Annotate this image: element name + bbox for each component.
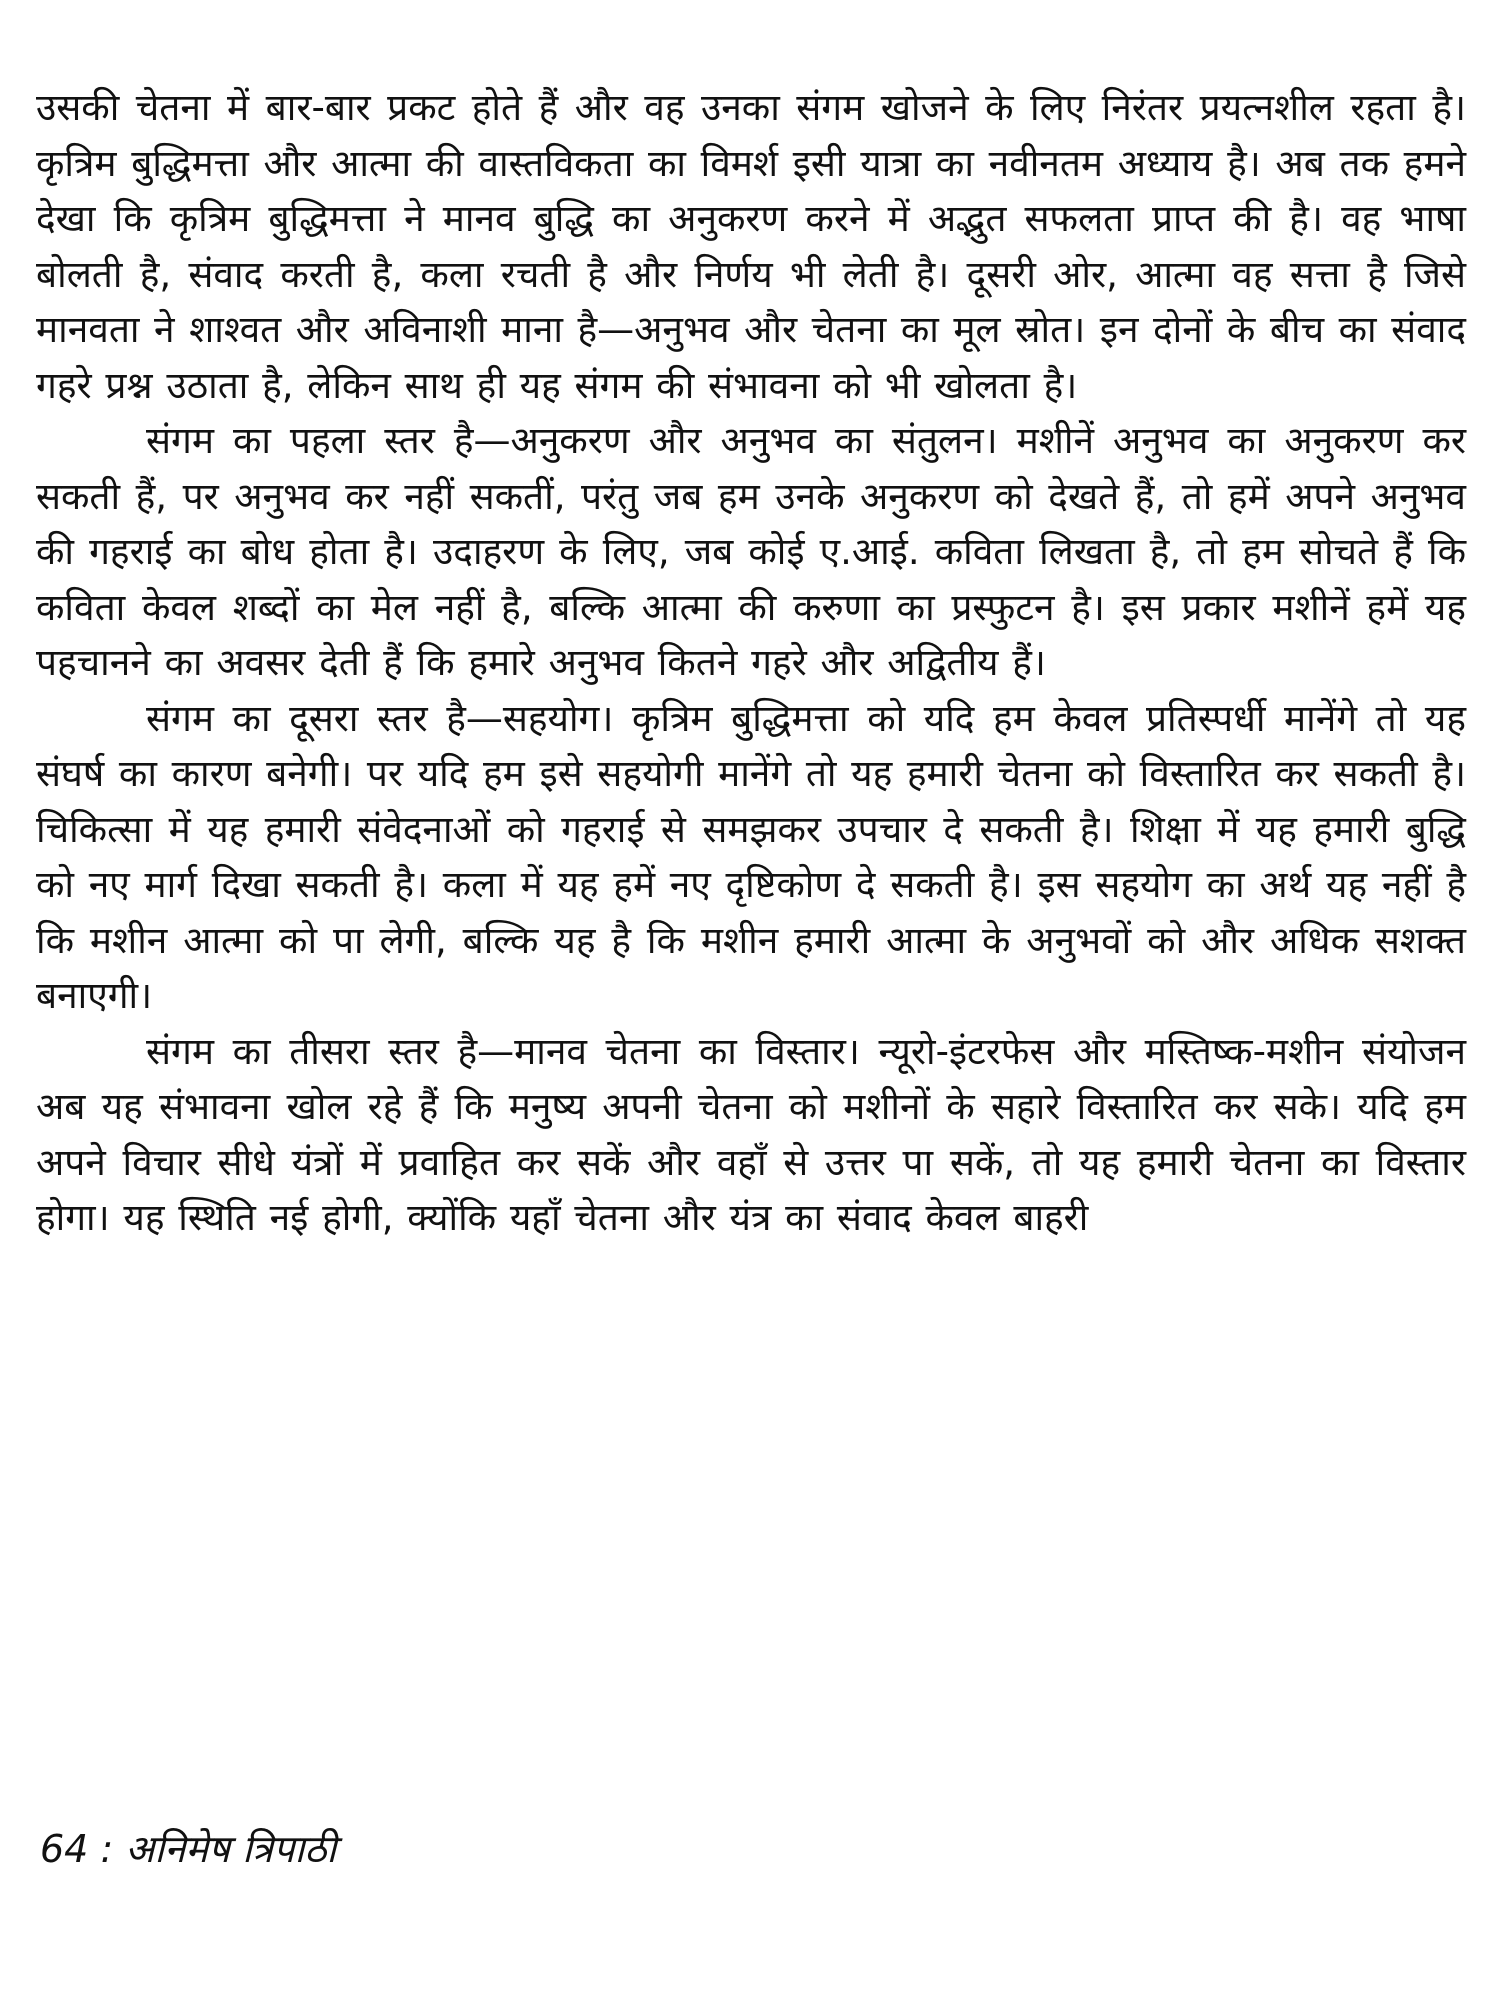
paragraph-3: संगम का दूसरा स्तर है—सहयोग। कृत्रिम बुद्धिमत्ता को यदि हम केवल प्रतिस्पर्धी मानेंगे तो यह संघर्ष का कारण बनेगी। पर यदि हम इसे सहयोगी मानेंगे तो यह हमारी चेतना को विस्तारित कर सकती है। चिकित्सा में यह हमारी संवेदनाओं को गहराई से समझकर उपचार दे सकती है। शिक्षा में यह हमारी बुद्धि को नए मार्ग दिखा सकती है। कला में यह हमें नए दृष्टिकोण दे सकती है। इस सहयोग का अर्थ यह नहीं है कि मशीन आत्मा को पा लेगी, बल्कि यह है कि मशीन हमारी आत्मा के अनुभवों को और अधिक सशक्त बनाएगी। xyxy=(36,696,1466,1017)
page-body xyxy=(36,80,1466,1246)
paragraph-2: संगम का पहला स्तर है—अनुकरण और अनुभव का संतुलन। मशीनें अनुभव का अनुकरण कर सकती हैं, पर अनुभव कर नहीं सकतीं, परंतु जब हम उनके अनुकरण को देखते हैं, तो हमें अपने अनुभव की गहराई का बोध होता है। उदाहरण के लिए, जब कोई ए.आई. कविता लिखता है, तो हम सोचते हैं कि कविता केवल शब्दों का मेल नहीं है, बल्कि आत्मा की करुणा का प्रस्फुटन है। इस प्रकार मशीनें हमें यह पहचानने का अवसर देती हैं कि हमारे अनुभव कितने गहरे और अद्वितीय हैं। xyxy=(36,419,1466,684)
page-footer xyxy=(40,1822,336,1874)
paragraph-1: उसकी चेतना में बार-बार प्रकट होते हैं और वह उनका संगम खोजने के लिए निरंतर प्रयत्नशील रहता है। कृत्रिम बुद्धिमत्ता और आत्मा की वास्तविकता का विमर्श इसी यात्रा का नवीनतम अध्याय है। अब तक हमने देखा कि कृत्रिम बुद्धिमत्ता ने मानव बुद्धि का अनुकरण करने में अद्भुत सफलता प्राप्त की है। वह भाषा बोलती है, संवाद करती है, कला रचती है और निर्णय भी लेती है। दूसरी ओर, आत्मा वह सत्ता है जिसे मानवता ने शाश्वत और अविनाशी माना है—अनुभव और चेतना का मूल स्रोत। इन दोनों के बीच का संवाद गहरे प्रश्न उठाता है, लेकिन साथ ही यह संगम की संभावना को भी खोलता है। xyxy=(36,86,1466,407)
footer-separator: : xyxy=(100,1827,114,1871)
author-name: अनिमेष त्रिपाठी xyxy=(125,1827,337,1871)
page-number: 64 xyxy=(40,1827,89,1871)
paragraph-4: संगम का तीसरा स्तर है—मानव चेतना का विस्तार। न्यूरो-इंटरफेस और मस्तिष्क-मशीन संयोजन अब यह संभावना खोल रहे हैं कि मनुष्य अपनी चेतना को मशीनों के सहारे विस्तारित कर सके। यदि हम अपने विचार सीधे यंत्रों में प्रवाहित कर सकें और वहाँ से उत्तर पा सकें, तो यह हमारी चेतना का विस्तार होगा। यह स्थिति नई होगी, क्योंकि यहाँ चेतना और यंत्र का संवाद केवल बाहरी xyxy=(36,1029,1466,1239)
